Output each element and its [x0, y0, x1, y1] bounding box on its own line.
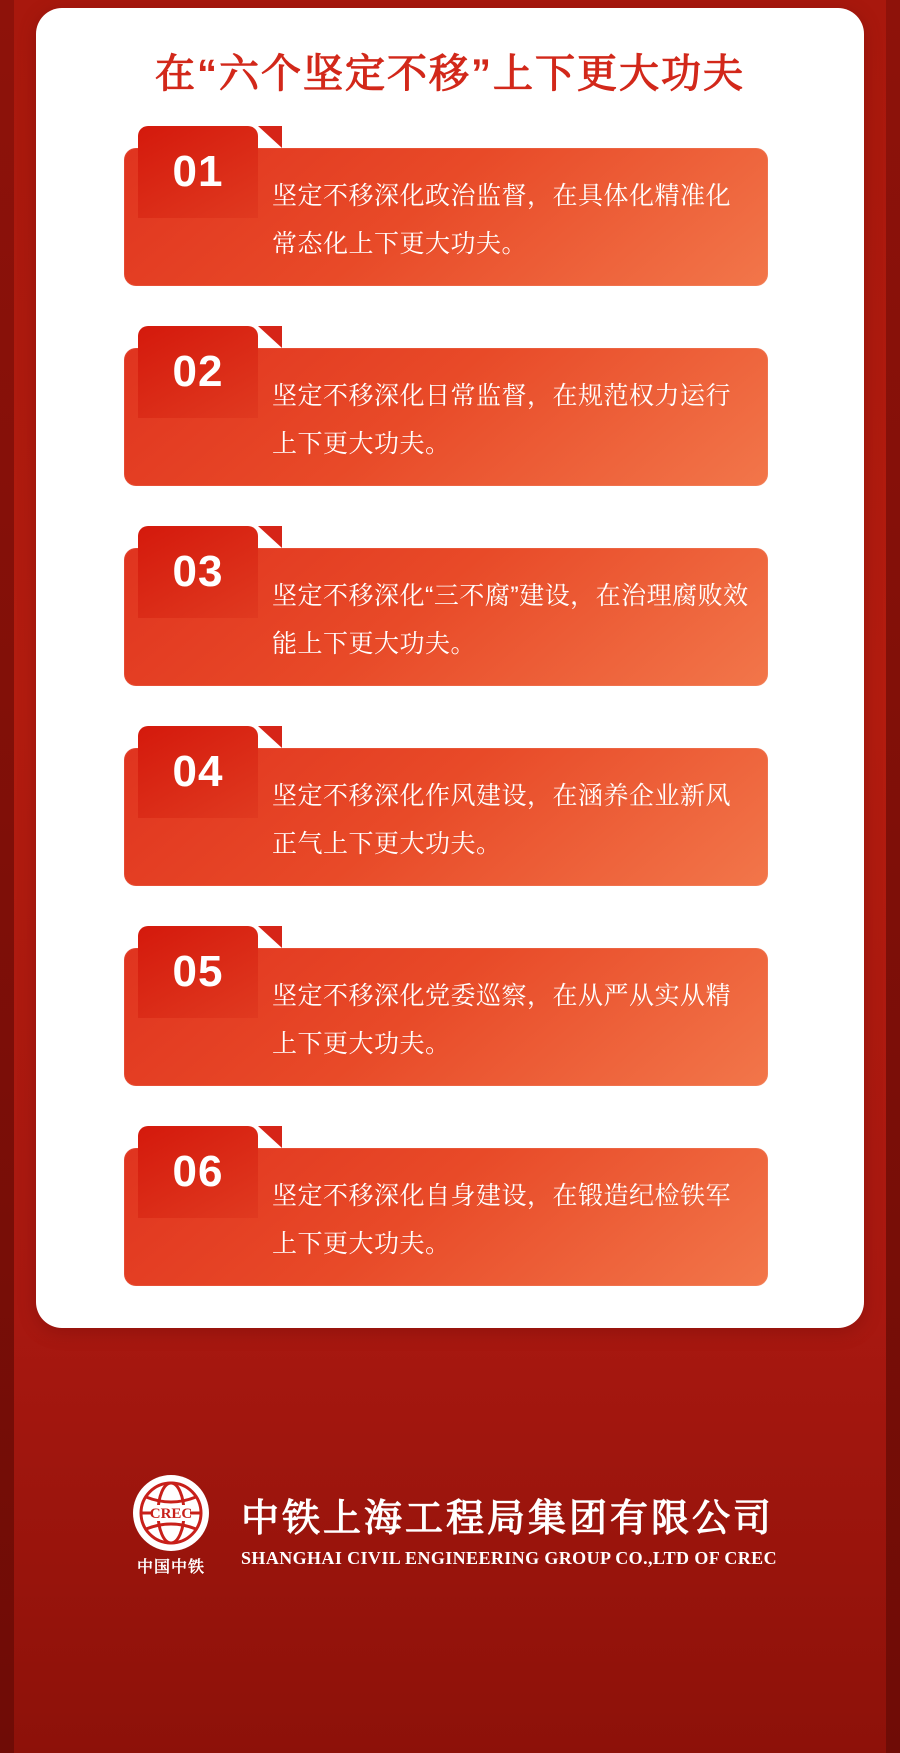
item-number: 03 — [172, 547, 224, 596]
svg-text:CREC: CREC — [149, 1506, 193, 1522]
item-number: 06 — [172, 1147, 224, 1196]
item-text: 坚定不移深化政治监督，在具体化精准化常态化上下更大功夫。 — [272, 182, 732, 258]
item-number: 04 — [172, 747, 224, 796]
item-text: 坚定不移深化日常监督，在规范权力运行上下更大功夫。 — [272, 382, 732, 458]
item-number: 01 — [172, 147, 224, 196]
points-list — [124, 126, 768, 1326]
item-text: 坚定不移深化党委巡察，在从严从实从精上下更大功夫。 — [272, 982, 732, 1058]
globe-icon — [136, 1478, 206, 1548]
list-item — [124, 926, 768, 1086]
item-text: 坚定不移深化自身建设，在锻造纪检铁军上下更大功夫。 — [272, 1182, 732, 1258]
page-title: 在“六个坚定不移”上下更大功夫 — [155, 52, 745, 96]
list-item — [124, 526, 768, 686]
list-item — [124, 126, 768, 286]
company-logo — [123, 1478, 219, 1577]
company-name-en: SHANGHAI CIVIL ENGINEERING GROUP CO.,LTD OF CREC — [241, 1547, 777, 1568]
item-text: 坚定不移深化“三不腐”建设，在治理腐败效能上下更大功夫。 — [272, 582, 749, 658]
item-text: 坚定不移深化作风建设，在涵养企业新风正气上下更大功夫。 — [272, 782, 732, 858]
list-item — [124, 1126, 768, 1286]
company-name-cn: 中铁上海工程局集团有限公司 — [241, 1497, 775, 1540]
item-number: 05 — [172, 947, 224, 996]
footer-logo-block — [0, 1478, 900, 1577]
company-names — [241, 1487, 777, 1569]
footer — [0, 1343, 900, 1753]
list-item — [124, 326, 768, 486]
item-number: 02 — [172, 347, 224, 396]
content-card — [36, 8, 864, 1328]
logo-caption: 中国中铁 — [137, 1559, 206, 1576]
list-item — [124, 726, 768, 886]
